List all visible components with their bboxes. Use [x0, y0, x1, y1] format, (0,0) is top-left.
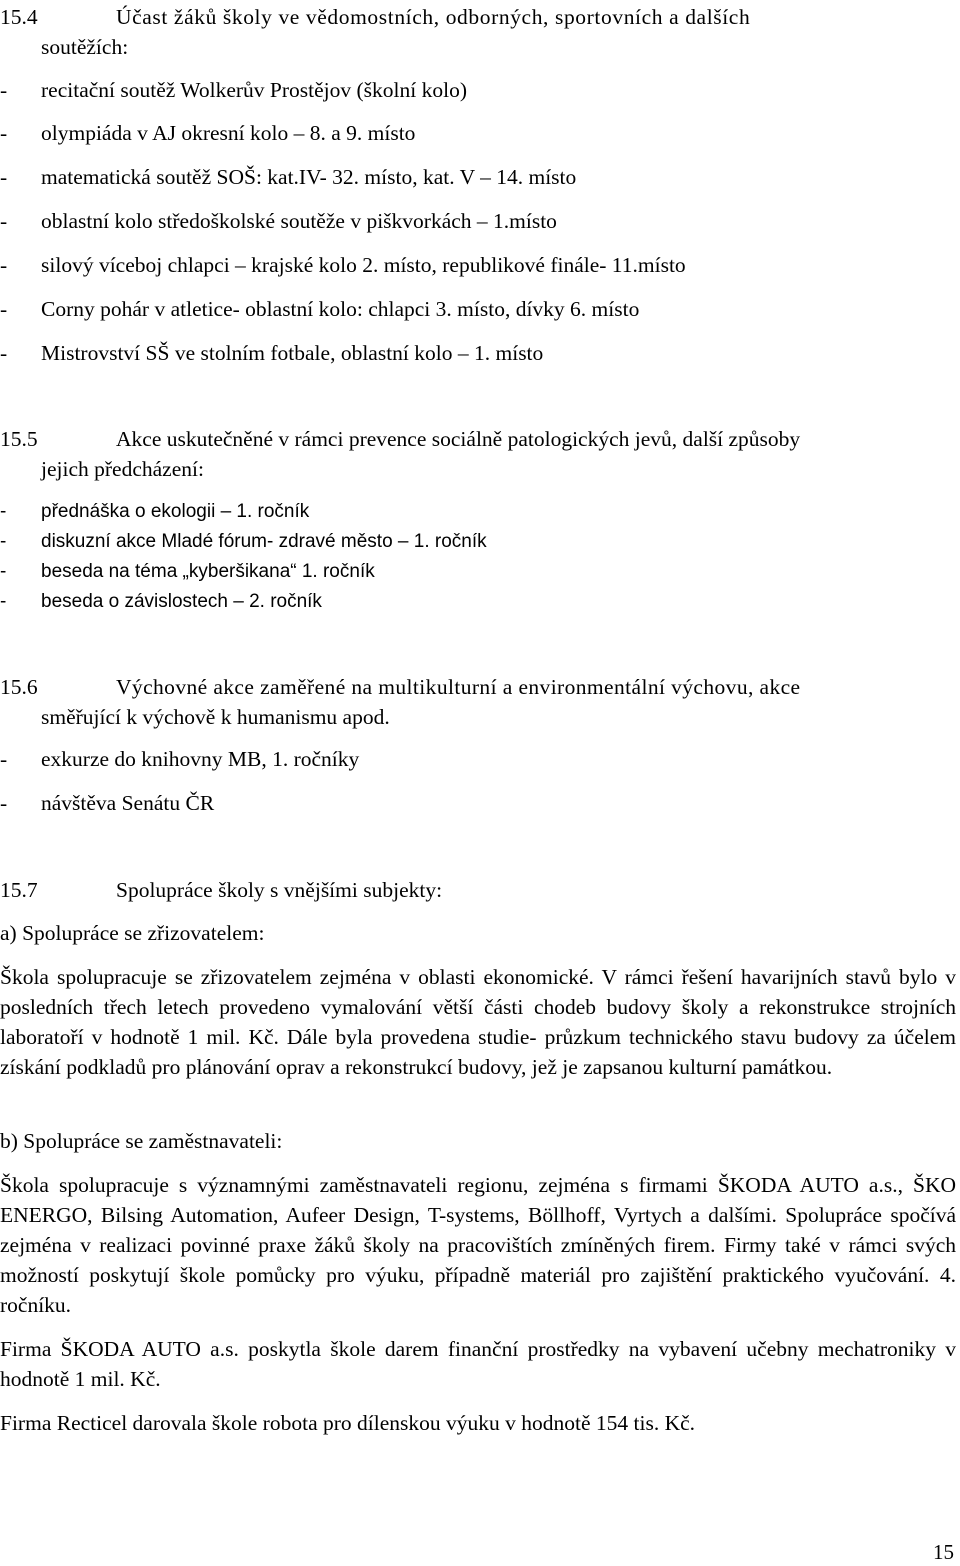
section-number: 15.7 [0, 878, 38, 902]
section-title-continued: jejich předcházení: [41, 457, 204, 481]
paragraph-skoda-dar: Firma ŠKODA AUTO a.s. poskytla škole darem finanční prostředky na vybavení učebny mechatroniky v hodnotě 1 mil. Kč. [0, 1337, 956, 1391]
subsection-a-heading: a) Spolupráce se zřizovatelem: [0, 921, 265, 945]
section-15-4-heading [0, 2, 960, 62]
section-title: Výchovné akce zaměřené na multikulturní a environmentální výchovu, akce [116, 675, 801, 699]
page-number: 15 [933, 1540, 954, 1564]
section-15-5-heading [0, 424, 960, 484]
paragraph-zamestnavatele: Škola spolupracuje s významnými zaměstnavateli regionu, zejména s firmami ŠKODA AUTO a.s., ŠKO ENERGO, Bilsing Automation, Aufeer Design, T-systems, Böllhoff, Vyrtych a dalšími. Spolupráce spočívá zejména v realizaci povinné praxe žáků školy na pracovištích zmíněných firem. Firmy také v rámci svých možností poskytují škole pomůcky pro výuku, případně materiál pro zajištění praktického vyučování. 4. ročníku. [0, 1173, 956, 1317]
section-number: 15.6 [0, 675, 38, 699]
section-title: Akce uskutečněné v rámci prevence sociálně patologických jevů, další způsoby [116, 427, 801, 451]
section-title: Účast žáků školy ve vědomostních, odborných, sportovních a dalších [116, 5, 751, 29]
section-number: 15.4 [0, 5, 38, 29]
subsection-b-heading: b) Spolupráce se zaměstnavateli: [0, 1129, 283, 1153]
section-15-6-heading [0, 672, 960, 732]
paragraph-zrizovatel: Škola spolupracuje se zřizovatelem zejména v oblasti ekonomické. V rámci řešení havarijních stavů bylo v posledních třech letech provedeno vymalování větší části chodeb budovy školy a rekonstrukce strojních laboratoří v hodnotě 1 mil. Kč. Dále byla provedena studie- průzkum technického stavu budovy za účelem získání podkladů pro plánování oprav a rekonstrukcí budovy, jež je zapsanou kulturní památkou. [0, 965, 956, 1079]
section-title-continued: směřující k výchově k humanismu apod. [41, 705, 390, 729]
section-title-continued: soutěžích: [41, 35, 129, 59]
paragraph-recticel-dar: Firma Recticel darovala škole robota pro dílenskou výuku v hodnotě 154 tis. Kč. [0, 1411, 696, 1435]
section-15-7-heading [0, 875, 960, 905]
section-title: Spolupráce školy s vnějšími subjekty: [116, 878, 443, 902]
section-number: 15.5 [0, 427, 38, 451]
